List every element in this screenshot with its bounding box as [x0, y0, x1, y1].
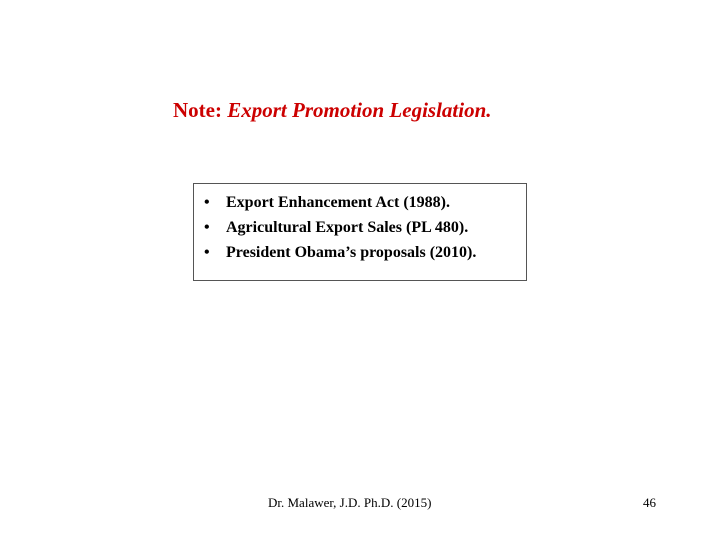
title-emphasis: Export Promotion Legislation. — [227, 98, 492, 122]
bullet-text: President Obama’s proposals (2010). — [226, 244, 477, 261]
page-number: 46 — [643, 495, 656, 510]
title-prefix: Note: — [173, 98, 228, 122]
bullet-marker: • — [204, 219, 210, 236]
bullet-text: Agricultural Export Sales (PL 480). — [226, 219, 469, 236]
bullet-marker: • — [204, 194, 210, 211]
bullet-text: Export Enhancement Act (1988). — [226, 194, 450, 211]
slide-title — [173, 98, 492, 123]
footer-credit: Dr. Malawer, J.D. Ph.D. (2015) — [268, 495, 432, 510]
bullet-box — [193, 183, 527, 281]
bullet-marker: • — [204, 244, 210, 261]
